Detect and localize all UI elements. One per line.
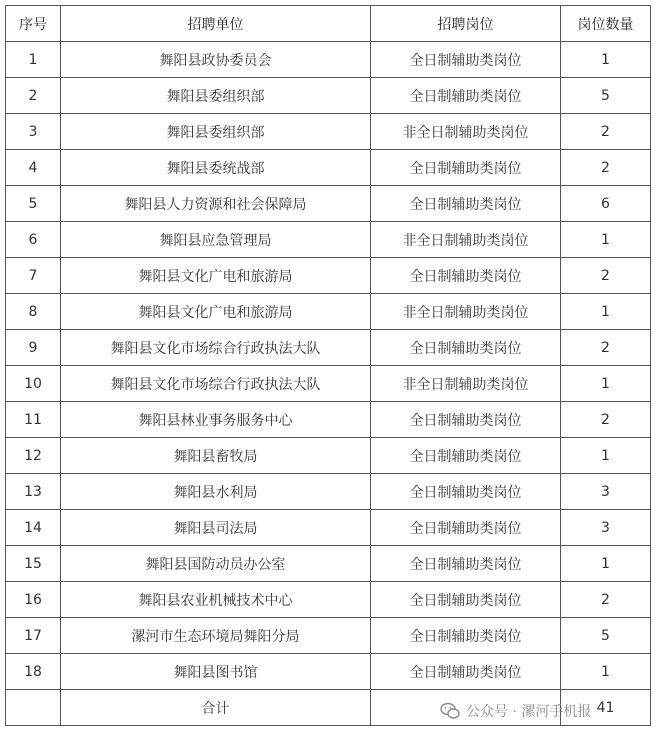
row-no: 18 [6, 654, 61, 690]
row-count: 3 [561, 474, 651, 510]
row-no: 14 [6, 510, 61, 546]
row-unit: 舞阳县国防动员办公室 [61, 546, 371, 582]
row-unit: 舞阳县文化市场综合行政执法大队 [61, 366, 371, 402]
row-unit: 舞阳县司法局 [61, 510, 371, 546]
row-unit: 舞阳县委统战部 [61, 150, 371, 186]
row-post: 全日制辅助类岗位 [371, 402, 561, 438]
table-row [6, 330, 651, 366]
row-post: 全日制辅助类岗位 [371, 582, 561, 618]
table-row [6, 294, 651, 330]
row-unit: 舞阳县应急管理局 [61, 222, 371, 258]
row-count: 1 [561, 546, 651, 582]
row-count: 2 [561, 582, 651, 618]
table-row [6, 258, 651, 294]
table-row [6, 510, 651, 546]
row-post: 全日制辅助类岗位 [371, 618, 561, 654]
row-unit: 舞阳县农业机械技术中心 [61, 582, 371, 618]
row-count: 3 [561, 510, 651, 546]
row-post: 全日制辅助类岗位 [371, 42, 561, 78]
row-unit: 舞阳县人力资源和社会保障局 [61, 186, 371, 222]
row-unit: 舞阳县畜牧局 [61, 438, 371, 474]
row-count: 1 [561, 366, 651, 402]
row-unit: 舞阳县图书馆 [61, 654, 371, 690]
row-no: 13 [6, 474, 61, 510]
row-count: 1 [561, 222, 651, 258]
row-no: 3 [6, 114, 61, 150]
recruitment-table [5, 5, 651, 726]
row-count: 2 [561, 330, 651, 366]
row-no: 10 [6, 366, 61, 402]
table-row [6, 654, 651, 690]
row-post: 全日制辅助类岗位 [371, 150, 561, 186]
row-unit: 舞阳县林业事务服务中心 [61, 402, 371, 438]
row-count: 1 [561, 654, 651, 690]
row-post: 全日制辅助类岗位 [371, 438, 561, 474]
table-row [6, 546, 651, 582]
row-count: 2 [561, 150, 651, 186]
row-no: 15 [6, 546, 61, 582]
row-post: 全日制辅助类岗位 [371, 474, 561, 510]
table-row [6, 42, 651, 78]
row-post: 全日制辅助类岗位 [371, 186, 561, 222]
total-count: 41 [561, 690, 651, 726]
table-row [6, 366, 651, 402]
row-no: 2 [6, 78, 61, 114]
row-no: 7 [6, 258, 61, 294]
row-count: 5 [561, 618, 651, 654]
row-post: 非全日制辅助类岗位 [371, 294, 561, 330]
row-unit: 舞阳县水利局 [61, 474, 371, 510]
row-no: 1 [6, 42, 61, 78]
header-count: 岗位数量 [561, 6, 651, 42]
watermark [440, 699, 591, 723]
row-count: 6 [561, 186, 651, 222]
watermark-text: 公众号 · 漯河手机报 [466, 704, 592, 720]
table-row [6, 222, 651, 258]
row-post: 全日制辅助类岗位 [371, 510, 561, 546]
header-post: 招聘岗位 [371, 6, 561, 42]
table-row [6, 186, 651, 222]
row-count: 2 [561, 258, 651, 294]
header-row [6, 6, 651, 42]
row-count: 2 [561, 402, 651, 438]
row-post: 全日制辅助类岗位 [371, 78, 561, 114]
row-post: 非全日制辅助类岗位 [371, 366, 561, 402]
table-row [6, 474, 651, 510]
row-no: 9 [6, 330, 61, 366]
row-no: 16 [6, 582, 61, 618]
total-label: 合计 [61, 690, 371, 726]
row-unit: 舞阳县文化市场综合行政执法大队 [61, 330, 371, 366]
row-post: 全日制辅助类岗位 [371, 546, 561, 582]
row-unit: 舞阳县文化广电和旅游局 [61, 258, 371, 294]
row-no: 12 [6, 438, 61, 474]
header-unit: 招聘单位 [61, 6, 371, 42]
table-row [6, 402, 651, 438]
row-no: 6 [6, 222, 61, 258]
total-no [6, 690, 61, 726]
table-row [6, 618, 651, 654]
row-unit: 舞阳县政协委员会 [61, 42, 371, 78]
row-unit: 舞阳县委组织部 [61, 114, 371, 150]
row-post: 全日制辅助类岗位 [371, 258, 561, 294]
row-post: 非全日制辅助类岗位 [371, 222, 561, 258]
row-no: 11 [6, 402, 61, 438]
row-post: 非全日制辅助类岗位 [371, 114, 561, 150]
row-count: 1 [561, 42, 651, 78]
row-unit: 漯河市生态环境局舞阳分局 [61, 618, 371, 654]
table-row [6, 582, 651, 618]
row-no: 17 [6, 618, 61, 654]
header-no: 序号 [6, 6, 61, 42]
row-unit: 舞阳县委组织部 [61, 78, 371, 114]
table-row [6, 78, 651, 114]
row-count: 1 [561, 438, 651, 474]
row-unit: 舞阳县文化广电和旅游局 [61, 294, 371, 330]
row-no: 5 [6, 186, 61, 222]
row-count: 1 [561, 294, 651, 330]
wechat-icon [440, 702, 460, 720]
row-count: 5 [561, 78, 651, 114]
row-no: 4 [6, 150, 61, 186]
table-row [6, 438, 651, 474]
table-row [6, 150, 651, 186]
row-count: 2 [561, 114, 651, 150]
table-row [6, 114, 651, 150]
row-no: 8 [6, 294, 61, 330]
row-post: 全日制辅助类岗位 [371, 330, 561, 366]
row-post: 全日制辅助类岗位 [371, 654, 561, 690]
